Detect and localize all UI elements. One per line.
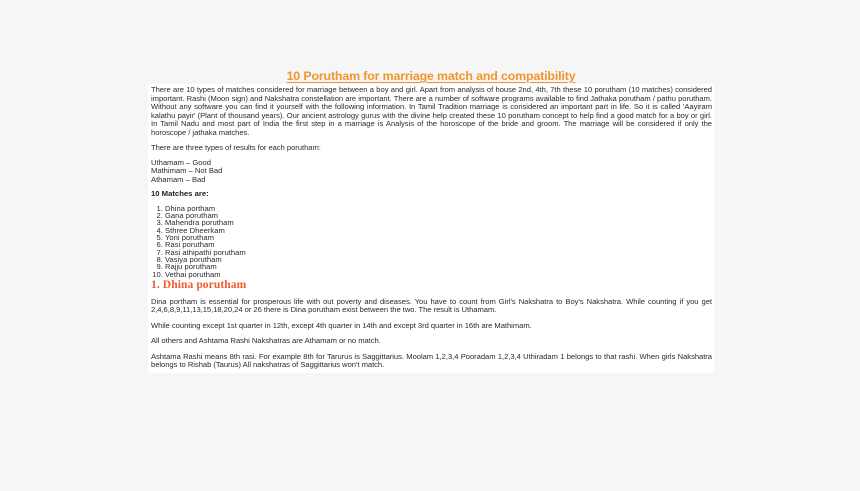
matches-list xyxy=(148,205,714,278)
section-paragraph-3: All others and Ashtama Rashi Nakshatras are Athamam or no match. xyxy=(151,336,381,346)
section-paragraph-1: Dina portham is essential for prosperous life with out poverty and diseases. You have to count from Girl's Nakshatra to Boy's Nakshatra. While counting if you get 2,4,6,8,9,11,13,15,18,20,24 or 26 there is Dina porutham exist between the two. The result is Uthamam. xyxy=(151,296,712,315)
section-paragraph-2: While counting except 1st quarter in 12th, except 4th quarter in 14th and except 3rd quarter in 16th are Mathimam. xyxy=(151,320,532,330)
list-item: Uthamam – Good xyxy=(151,157,211,167)
list-item: 4. Sthree Dheerkam xyxy=(165,227,714,234)
section-heading-dhina-porutham: 1. Dhina porutham xyxy=(151,278,247,291)
list-item: 5. Yoni porutham xyxy=(165,234,714,241)
list-item: 6. Rasi porutham xyxy=(165,241,714,248)
list-item: 3. Mahendra porutham xyxy=(165,219,714,226)
list-item: 7. Rasi athipathi porutham xyxy=(165,249,714,256)
list-item: 1. Dhina portham xyxy=(165,205,714,212)
results-intro-paragraph: There are three types of results for each porutham: xyxy=(151,143,321,152)
result-types-list xyxy=(148,159,714,185)
list-item: 10. Vethai porutham xyxy=(165,271,714,278)
matches-heading: 10 Matches are: xyxy=(151,189,209,198)
document-content-block xyxy=(148,84,714,373)
list-item: 9. Rajju porutham xyxy=(165,263,714,270)
page-title: 10 Porutham for marriage match and compatibility xyxy=(286,69,576,83)
list-item: 2. Gana porutham xyxy=(165,212,714,219)
list-item: Mathimam – Not Bad xyxy=(151,166,223,175)
intro-paragraph: There are 10 types of matches considered for marriage between a boy and girl. Apart from analysis of house 2nd, 4th, 7th these 10 porutham (10 matches) considered important. Rashi (Moon sign) and Nakshatra constellation are important. There are a number of software programs available to find Jathaka porutham / pathu porutham. Without any software you can find it yourself with the following information. In Tamil Tradition marriage is considered an important part in life. So it is called 'Aayiram kalathu payir' (Plant of thousand years). Our ancient astrology gurus with the divine help created these 10 porutham concept to help find a good match for a boy or girl. In Tamil Nadu and most part of India the first step in a marriage is Analysis of the horoscope of the bride and groom. The marriage will be considered if only the horoscope / jathaka matches. xyxy=(151,85,712,137)
section-paragraph-4: Ashtama Rashi means 8th rasi. For example 8th for Tarurus is Saggittarius. Moolam 1,2,3,4 Pooradam 1,2,3,4 Uthiradam 1 belongs to that rashi. When girls Nakshatra belongs to Rishab (Taurus) All nakshatras of Saggittarius won't match. xyxy=(151,351,712,370)
list-item: 8. Vasiya porutham xyxy=(165,256,714,263)
list-item: Athamam – Bad xyxy=(151,174,206,184)
